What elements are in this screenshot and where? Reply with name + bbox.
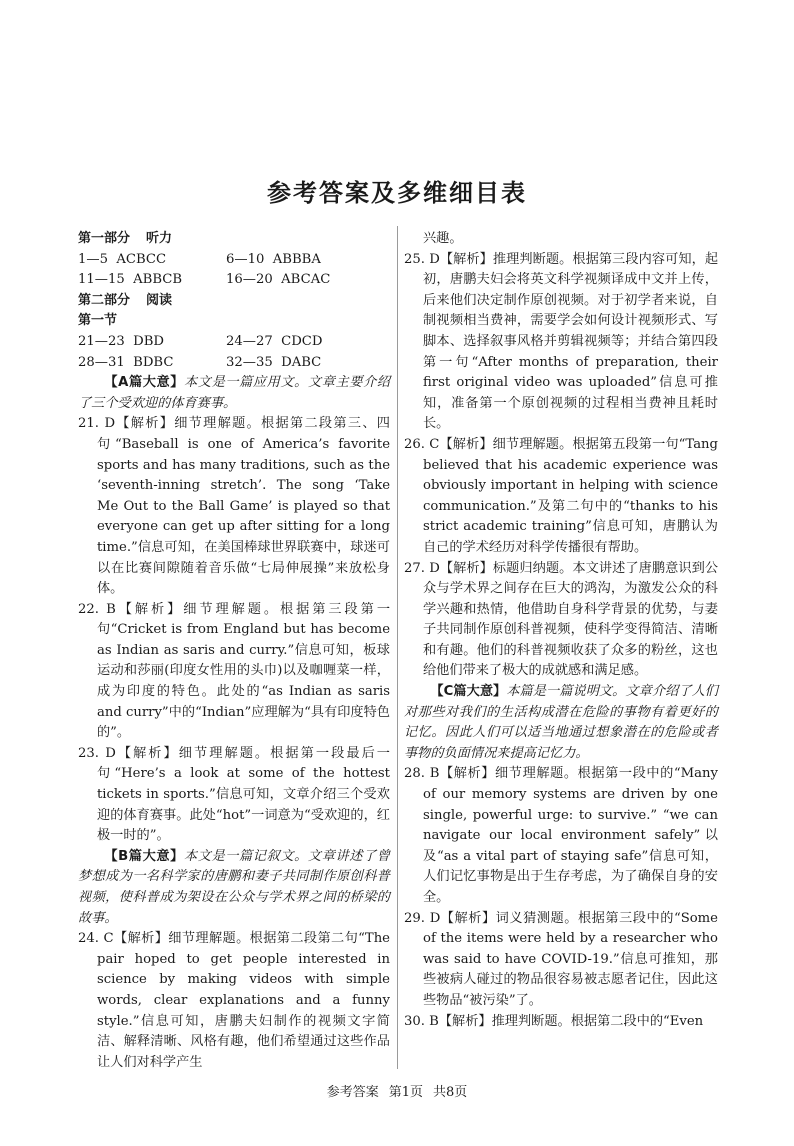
footer-label: 参考答案 [326,1085,379,1100]
explanation-30: 30. B【解析】推理判断题。根据第二段中的“Even [404,1013,704,1029]
page-number: 第1页 [388,1085,423,1100]
passage-a-summary: 【A篇大意】本文是一篇应用文。文章主要介绍了三个受欢迎的体育赛事。 [78,375,390,411]
answer-row: 11—15 ABBCB 16—20 ABCAC [78,272,331,288]
section-heading-listening: 第一部分 听力 [78,231,173,246]
page-title: 参考答案及多维细目表 [267,179,527,207]
explanation-29: 29. D【解析】词义猜测题。根据第三段中的“Some of the items were held by a researcher who was said to have COVID-19.”信息可推知，那些被病人碰过的物品很容易被志愿者记住，因此这些物品“被污染”了。 [404,910,718,1008]
passage-b-summary: 【B篇大意】本文是一篇记叙文。文章讲述了曾梦想成为一名科学家的唐鹏和妻子共同制作原创科普视频，使科普成为架设在公众与学术界之间的桥梁的故事。 [78,848,390,926]
explanation-27: 27. D【解析】标题归纳题。本文讲述了唐鹏意识到公众与学术界之间存在巨大的鸿沟，为激发公众的科学兴趣和热情，他借助自身科学背景的优势，与妻子共同制作原创科普视频，使科学变得简洁、清晰和有趣。他们的科普视频收获了众多的粉丝，这也给他们带来了极大的成就感和满足感。 [404,560,718,679]
column-divider [397,226,398,1069]
explanation-23: 23. D【解析】细节理解题。根据第一段最后一句“Here’s a look at some of the hottest tickets in sports.”信息可知，文章介绍三个受欢迎的体育赛事。此处“hot”一词意为“受欢迎的，红极一时的”。 [78,745,390,844]
passage-c-summary: 【C篇大意】本篇是一篇说明文。文章介绍了人们对那些对我们的生活构成潜在危险的事物有着更好的记忆。因此人们可以适当地通过想象潜在的危险或者事物的负面情况来提高记忆力。 [404,684,718,761]
explanation-21: 21. D【解析】细节理解题。根据第二段第三、四句“Baseball is one of America’s favorite sports and has many traditions, such as the ‘seventh-inning stretch’. The song ‘Take Me Out to the Ball Game’ is played so that everyone can get up after sitting for a long time.”信息可知，在美国棒球世界联赛中，球迷可以在比赛间隙随着音乐做“七局伸展操”来放松身体。 [78,416,390,597]
page-total: 共8页 [433,1085,468,1100]
explanation-26: 26. C【解析】细节理解题。根据第五段第一句“Tang believed that his academic experience was obviously important in helping with science communication.”及第二句中的“thanks to his strict academic training”信息可知，唐鹏认为自己的学术经历对科学传播很有帮助。 [404,436,718,555]
explanation-24: 24. C【解析】细节理解题。根据第二段第二句“The pair hoped to get people interested in science by making videos with simple words, clear explanations and a funny style.”信息可知，唐鹏夫妇制作的视频文字简洁、解释清晰、风格有趣，他们希望通过这些作品让人们对科学产生 [78,931,390,1070]
left-column [78,229,390,1073]
explanation-28: 28. B【解析】细节理解题。根据第一段中的“Many of our memory systems are driven by one single, powerful urge: to survive.” “we can navigate our local environment safely”以及“as a vital part of staying safe”信息可知，人们记忆事物是出于生存考虑，为了确保自身的安全。 [404,766,718,905]
section-heading-reading: 第二部分 阅读 [78,292,173,308]
answer-row: 1—5 ACBCC 6—10 ABBBA [78,251,321,267]
page-footer [0,1081,794,1100]
subsection-heading: 第一节 [78,313,118,329]
answer-row: 28—31 BDBC 32—35 DABC [78,354,322,370]
continued-text: 兴趣。 [423,231,463,246]
right-column [404,229,718,1032]
explanation-22: 22. B【解析】细节理解题。根据第三段第一句“Cricket is from England but has become as Indian as saris and curry.”信息可知，板球运动和莎丽(印度女性用的头巾)以及咖喱菜一样，成为印度的特色。此处的“as Indian as saris and curry”中的“Indian”应理解为“具有印度特色的”。 [78,601,391,741]
explanation-25: 25. D【解析】推理判断题。根据第三段内容可知，起初，唐鹏夫妇会将英文科学视频译成中文并上传，后来他们决定制作原创视频。对于初学者来说，自制视频相当费神，需要学会如何设计视频形式、写脚本、选择叙事风格并剪辑视频等；并结合第四段第一句“After months of preparation, their first original video was uploaded”信息可推知，准备第一个原创视频的过程相当费神且耗时长。 [404,251,718,432]
answer-row: 21—23 DBD 24—27 CDCD [78,333,323,349]
